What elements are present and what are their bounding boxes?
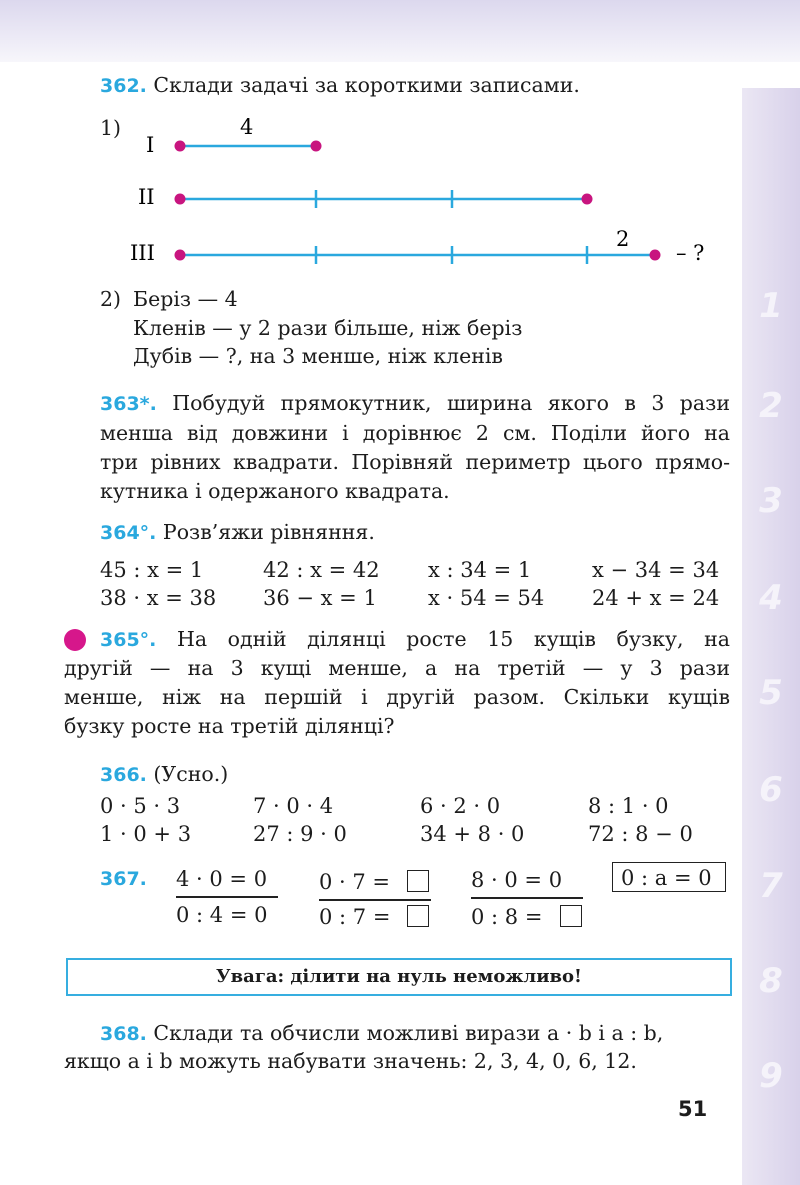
chapter-side-tabs <box>742 88 800 1185</box>
exercise-number: 365°. <box>100 629 157 651</box>
warning-box: Увага: ділити на нуль неможливо! <box>66 958 732 996</box>
record-line-2: Кленів — у 2 рази більше, ніж беріз <box>133 316 523 340</box>
equation: 45 : x = 1 <box>100 558 204 582</box>
exercise-365-line-3: менше, ніж на першій і другій разом. Скільки кущів <box>64 685 730 709</box>
exercise-366-heading <box>100 764 228 785</box>
top-header-band <box>0 0 800 62</box>
answer-box[interactable] <box>407 870 429 892</box>
expression: 6 · 2 · 0 <box>420 794 501 818</box>
equality-top: 8 · 0 = 0 <box>471 868 563 892</box>
exercise-number: 366. <box>100 764 147 786</box>
equation: 38 · x = 38 <box>100 586 217 610</box>
framed-rule-text: 0 : a = 0 <box>621 866 712 890</box>
equality-top: 0 · 7 = <box>319 870 391 894</box>
exercise-text: Склади задачі за короткими записами. <box>153 73 580 97</box>
side-tab-6[interactable]: 6 <box>759 770 783 810</box>
equation: x : 34 = 1 <box>428 558 532 582</box>
answer-box[interactable] <box>407 905 429 927</box>
expression: 27 : 9 · 0 <box>253 822 347 846</box>
question-label: – ? <box>676 241 705 265</box>
framed-rule <box>612 862 726 892</box>
divider-line <box>471 897 583 899</box>
divider-line <box>176 896 278 898</box>
exercise-368-line-2: якщо a і b можуть набувати значень: 2, 3, 4, 0, 6, 12. <box>64 1049 637 1073</box>
side-tab-1[interactable]: 1 <box>759 286 783 326</box>
expression: 0 · 5 · 3 <box>100 794 181 818</box>
equality-bottom: 0 : 7 = <box>319 905 391 929</box>
exercise-text: Розв’яжи рівняння. <box>162 520 375 544</box>
row-label-3: III <box>130 241 155 265</box>
exercise-text: (Усно.) <box>153 762 229 786</box>
expression: 1 · 0 + 3 <box>100 822 192 846</box>
exercise-number: 362. <box>100 75 147 97</box>
side-tab-8[interactable]: 8 <box>759 961 783 1001</box>
exercise-text: На одній ділянці росте 15 кущів бузку, на <box>176 627 730 651</box>
exercise-362-heading <box>100 75 580 96</box>
side-tab-4[interactable]: 4 <box>759 578 783 618</box>
expression: 7 · 0 · 4 <box>253 794 334 818</box>
page-number: 51 <box>678 1097 708 1121</box>
important-marker-icon <box>64 629 86 651</box>
equality-top: 4 · 0 = 0 <box>176 867 268 891</box>
exercise-text: Склади та обчисли можливі вирази a · b і a : b, <box>153 1021 664 1045</box>
exercise-365-line-4: бузку росте на третій ділянці? <box>64 714 395 738</box>
expression: 34 + 8 · 0 <box>420 822 525 846</box>
side-tab-7[interactable]: 7 <box>759 866 783 906</box>
endpoint <box>175 250 186 261</box>
side-tab-3[interactable]: 3 <box>759 481 783 521</box>
expression: 72 : 8 − 0 <box>588 822 693 846</box>
equation: 24 + x = 24 <box>592 586 720 610</box>
record-line-1: Беріз — 4 <box>133 287 238 311</box>
equality-bottom: 0 : 4 = 0 <box>176 903 268 927</box>
exercise-number: 368. <box>100 1023 147 1045</box>
equation: 36 − x = 1 <box>263 586 377 610</box>
exercise-365-line-1 <box>100 629 730 650</box>
expression: 8 : 1 · 0 <box>588 794 669 818</box>
exercise-365-line-2: другій — на 3 кущі менше, а на третій — у 3 рази <box>64 656 730 680</box>
extra-length-label: 2 <box>616 227 630 251</box>
exercise-number: 364°. <box>100 522 157 544</box>
row-label-1: I <box>146 133 155 157</box>
exercise-number: 363*. <box>100 393 157 415</box>
record-line-3: Дубів — ?, на 3 менше, ніж кленів <box>133 344 503 368</box>
exercise-364-heading <box>100 522 375 543</box>
endpoint <box>175 141 186 152</box>
exercise-363-line-2: менша від довжини і дорівнює 2 см. Поділи його на <box>100 421 730 445</box>
side-tab-5[interactable]: 5 <box>759 673 783 713</box>
divider-line <box>319 899 431 901</box>
endpoint <box>175 194 186 205</box>
exercise-363-line-1 <box>100 393 730 414</box>
part-1-label: 1) <box>100 116 122 140</box>
side-tab-9[interactable]: 9 <box>759 1056 783 1096</box>
equality-bottom: 0 : 8 = <box>471 905 543 929</box>
answer-box[interactable] <box>560 905 582 927</box>
exercise-text: Побудуй прямокутник, ширина якого в 3 рази <box>172 391 730 415</box>
equation: 42 : x = 42 <box>263 558 380 582</box>
exercise-363-line-4: кутника і одержаного квадрата. <box>100 479 450 503</box>
endpoint <box>582 194 593 205</box>
equation: x · 54 = 54 <box>428 586 545 610</box>
part-2-label: 2) <box>100 287 122 311</box>
segment-diagram <box>0 110 740 275</box>
row-label-2: II <box>138 185 155 209</box>
exercise-number: 367. <box>100 868 147 890</box>
exercise-368-line-1 <box>100 1023 663 1044</box>
equation: x − 34 = 34 <box>592 558 720 582</box>
side-tab-2[interactable]: 2 <box>759 386 783 426</box>
endpoint <box>650 250 661 261</box>
exercise-363-line-3: три рівних квадрати. Порівняй периметр цього прямо- <box>100 450 730 474</box>
endpoint <box>311 141 322 152</box>
segment-length-label: 4 <box>240 115 254 139</box>
